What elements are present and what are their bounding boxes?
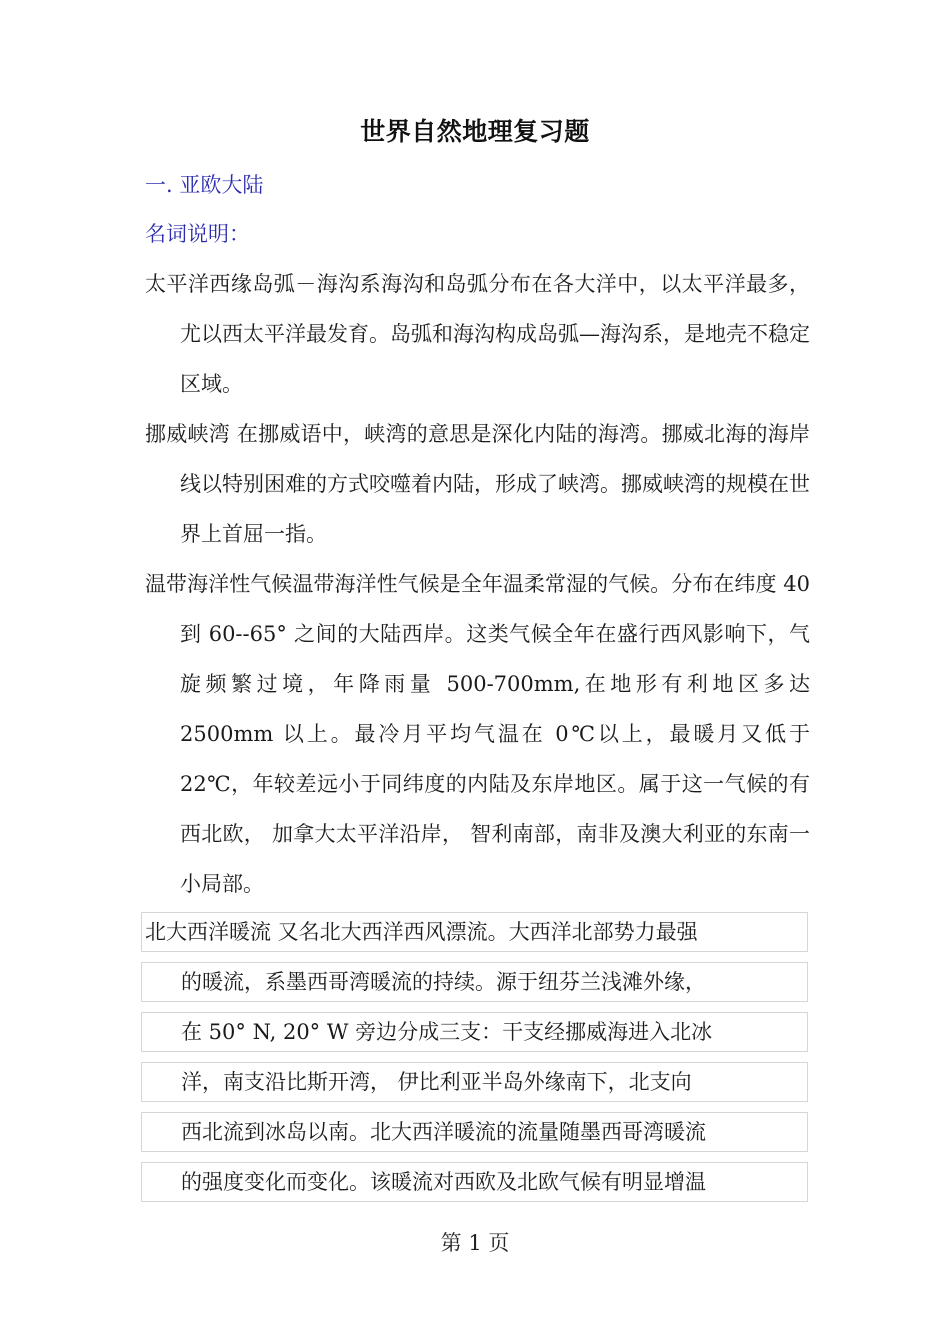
document-title: 世界自然地理复习题: [360, 117, 590, 146]
term-entry-pacific-arc: 太平洋西缘岛弧－海沟系海沟和岛弧分布在各大洋中，以太平洋最多，尤以西太平洋最发育。岛弧和海沟构成岛弧—海沟系，是地壳不稳定区域。: [145, 272, 810, 396]
term-entry-north-atlantic-drift: [141, 912, 808, 1212]
boxed-text-line: 的强度变化而变化。该暖流对西欧及北欧气候有明显增温: [141, 1162, 808, 1202]
boxed-text-line: 西北流到冰岛以南。北大西洋暖流的流量随墨西哥湾暖流: [141, 1112, 808, 1152]
page-number: 第 1 页: [440, 1231, 510, 1255]
boxed-text-line: 的暖流，系墨西哥湾暖流的持续。源于纽芬兰浅滩外缘，: [141, 962, 808, 1002]
section-heading: 一. 亚欧大陆: [145, 173, 264, 197]
boxed-text-line: 洋，南支沿比斯开湾， 伊比利亚半岛外缘南下，北支向: [141, 1062, 808, 1102]
boxed-text-line: 在 50° N, 20° W 旁边分成三支：干支经挪威海进入北冰: [141, 1012, 808, 1052]
boxed-text-line: 北大西洋暖流 又名北大西洋西风漂流。大西洋北部势力最强: [141, 912, 808, 952]
terms-subheading: 名词说明：: [145, 222, 250, 246]
term-entry-norway-fjord: 挪威峡湾 在挪威语中，峡湾的意思是深化内陆的海湾。挪威北海的海岸线以特别困难的方式咬噬着内陆，形成了峡湾。挪威峡湾的规模在世界上首屈一指。: [145, 422, 810, 546]
term-entry-marine-climate: 温带海洋性气候温带海洋性气候是全年温柔常湿的气候。分布在纬度 40 到 60--65° 之间的大陆西岸。这类气候全年在盛行西风影响下，气旋频繁过境，年降雨量 500-700mm,在地形有利地区多达 2500mm 以上。最冷月平均气温在 0℃以上，最暖月又低于 22℃，年较差远小于同纬度的内陆及东岸地区。属于这一气候的有西北欧， 加拿大太平洋沿岸， 智利南部，南非及澳大利亚的东南一小局部。: [145, 572, 810, 896]
